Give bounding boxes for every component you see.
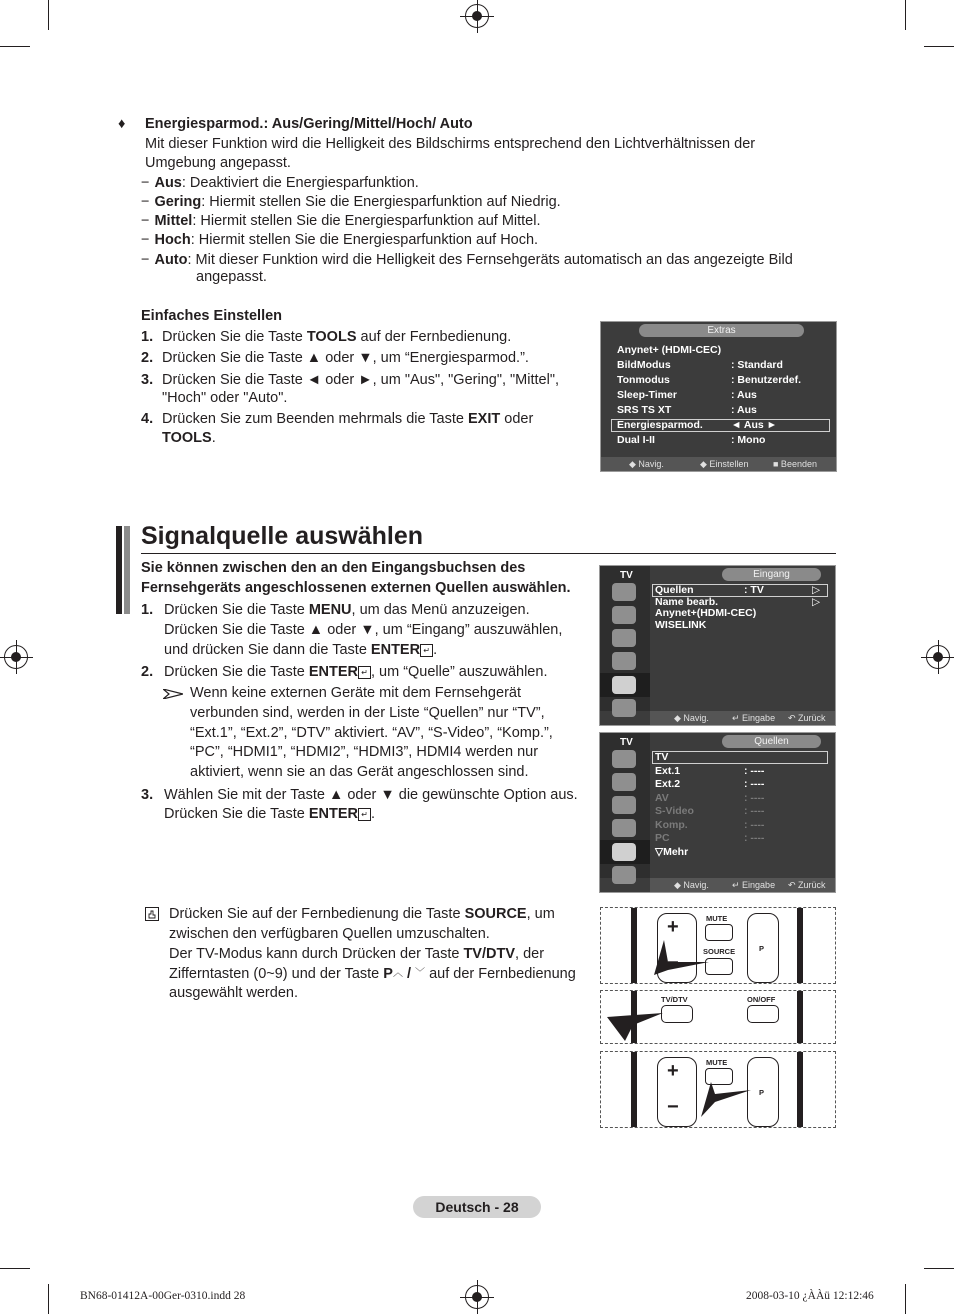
channel-icon (612, 629, 636, 647)
osd-row-value: : ---- (744, 778, 765, 790)
osd-sidebar (600, 566, 650, 711)
submenu-arrow-icon: ▷ (812, 595, 821, 608)
osd-row-value: : Mono (731, 434, 766, 446)
osd-title: Quellen (722, 735, 821, 748)
osd-row-value: : ---- (744, 818, 765, 831)
osd-row-label: AV (655, 791, 669, 804)
pointer-arrow-icon (654, 940, 709, 980)
tip-line: Drücken Sie auf der Fernbedienung die Taste SOURCE, um (169, 906, 555, 922)
crop-mark (0, 1268, 30, 1269)
onoff-button (747, 1005, 779, 1023)
signal-step-1: Drücken Sie die Taste MENU, um das Menü anzuzeigen. (164, 602, 530, 618)
section-intro: Sie können zwischen den an den Eingangsbuchsen des (141, 560, 526, 576)
section-bar (124, 526, 130, 614)
einfach-step-1: Drücken Sie die Taste TOOLS auf der Fernbedienung. (162, 329, 512, 345)
minus-icon: − (667, 1096, 679, 1118)
print-date: 2008-03-10 ¿ÀÀü 12:12:46 (746, 1290, 874, 1302)
osd-row-value: : Aus (731, 389, 757, 401)
osd-row-label: SRS TS XT (617, 404, 672, 416)
osd-row-label: S-Video (655, 805, 694, 817)
osd-row-label: Ext.1 (655, 764, 681, 777)
crop-mark (924, 46, 954, 47)
osd-row-value: : ---- (744, 764, 765, 777)
step-number: 2. (141, 664, 154, 680)
osd-footer-navig: ◆ Navig. (629, 459, 664, 469)
osd-tv-label: TV (620, 570, 633, 581)
support-icon (612, 699, 636, 717)
osd-row-label: Anynet+ (HDMI-CEC) (617, 344, 722, 356)
tip-line: Der TV-Modus kann durch Drücken der Taste TV/DTV, der (169, 946, 545, 962)
onoff-label: ON/OFF (747, 995, 776, 1004)
energie-heading: Energiesparmod.: Aus/Gering/Mittel/Hoch/ Auto (145, 116, 473, 132)
signal-step-1-cont: und drücken Sie dann die Taste ENTER ↵ . (164, 642, 438, 658)
plus-icon: + (667, 1060, 679, 1082)
osd-row-label: Name bearb. (655, 595, 719, 608)
osd-row-label: TV (655, 751, 669, 763)
source-button (705, 958, 733, 975)
enter-icon: ↵ (358, 666, 371, 679)
remote-figure-channel (600, 1051, 836, 1128)
osd-footer-zurueck: ↶ Zurück (788, 880, 826, 890)
osd-row-value: : ---- (744, 832, 765, 844)
tvdtv-label: TV/DTV (661, 995, 688, 1004)
page-number-badge: Deutsch - 28 (413, 1196, 541, 1218)
step-number: 3. (141, 372, 154, 388)
signal-step-3: Wählen Sie mit der Taste ▲ oder ▼ die gewünschte Option aus. (164, 787, 578, 803)
osd-row-label: Anynet+(HDMI-CEC) (655, 607, 757, 619)
osd-row-value: : Aus (731, 404, 757, 416)
step-number: 2. (141, 350, 154, 366)
p-label: P (759, 1088, 765, 1097)
section-rule (141, 553, 836, 554)
note-line: “PC”, “HDMI1”, “HDMI2”, “HDMI3”, HDMI4 werden nur (190, 744, 539, 760)
osd-footer-eingabe: ↵ Eingabe (732, 880, 776, 890)
note-icon (145, 907, 159, 921)
osd-row-label: Dual I-II (617, 434, 655, 446)
chevron-down-icon: ﹀ (415, 968, 426, 979)
step-number: 1. (141, 329, 154, 345)
osd-footer-navig: ◆ Navig. (674, 713, 709, 723)
einfach-heading: Einfaches Einstellen (141, 308, 283, 324)
channel-icon (612, 796, 636, 814)
mute-label: MUTE (706, 1058, 728, 1067)
tip-line: Zifferntasten (0~9) und der Taste P︿ / ﹀ auf der Fernbedienung (169, 966, 576, 982)
tvdtv-button (661, 1005, 693, 1023)
signal-step-2: Drücken Sie die Taste ENTER ↵ , um “Quelle” auszuwählen. (164, 664, 548, 680)
tip-line: zwischen den verfügbaren Quellen umzuschalten. (169, 926, 490, 942)
osd-row-label: Tonmodus (617, 374, 670, 386)
note-arrow-icon (163, 686, 183, 704)
step-number: 4. (141, 411, 154, 427)
step-number: 1. (141, 602, 154, 618)
energie-option: − Aus: Deaktiviert die Energiesparfunktion. (141, 175, 419, 191)
note-line: “Ext.1”, “Ext.2”, “DTV” aktiviert. “AV”, “S-Video”, “Komp.”, (190, 725, 553, 741)
osd-row-value: : TV (744, 584, 764, 596)
energie-option: − Mittel: Hiermit stellen Sie die Energiesparfunktion auf Mittel. (141, 213, 541, 229)
osd-footer (650, 711, 835, 725)
osd-title: Eingang (722, 568, 821, 581)
crop-mark (0, 46, 30, 47)
osd-row-value: : ---- (744, 805, 765, 817)
note-line: Wenn keine externen Geräte mit dem Fernsehgerät (190, 685, 521, 701)
energie-option: − Hoch: Hiermit stellen Sie die Energiesparfunktion auf Hoch. (141, 232, 539, 248)
osd-row-label: BildModus (617, 359, 671, 371)
osd-row-value: : ---- (744, 791, 765, 804)
setup-icon (612, 652, 636, 670)
crop-mark (924, 1268, 954, 1269)
osd-row-value: : Benutzerdef. (731, 374, 802, 386)
pointer-arrow-icon (607, 1011, 663, 1044)
crop-mark (48, 0, 49, 30)
setup-icon (612, 819, 636, 837)
input-icon (612, 676, 636, 694)
osd-row-label: Quellen (655, 584, 694, 596)
osd-footer-eingabe: ↵ Eingabe (732, 713, 776, 723)
mute-button (705, 924, 733, 941)
signal-step-3-cont: Drücken Sie die Taste ENTER ↵ . (164, 806, 375, 822)
registration-mark-icon (465, 4, 489, 28)
osd-footer (601, 457, 836, 471)
energie-intro-line: Mit dieser Funktion wird die Helligkeit des Bildschirms entsprechend den Lichtverhältnissen der (145, 136, 756, 152)
source-label: SOURCE (703, 947, 736, 956)
osd-tv-label: TV (620, 737, 633, 748)
energie-option: − Auto: Mit dieser Funktion wird die Helligkeit des Fernsehgeräts automatisch an das angezeigte Bild (141, 252, 793, 268)
picture-icon (612, 750, 636, 768)
section-bar (116, 526, 122, 614)
einfach-step-4: Drücken Sie zum Beenden mehrmals die Taste EXIT oder (162, 411, 534, 427)
quellen-osd-screen (599, 732, 836, 893)
sound-icon (612, 606, 636, 624)
energie-option: − Gering: Hiermit stellen Sie die Energiesparfunktion auf Niedrig. (141, 194, 561, 210)
note-line: aktiviert, wenn sie an das Gerät angeschlossen sind. (190, 764, 529, 780)
osd-title: Extras (639, 324, 804, 337)
osd-row-value: ◄ Aus ► (731, 419, 778, 431)
picture-icon (612, 583, 636, 601)
osd-selection-highlight (611, 419, 830, 432)
energie-intro-line: Umgebung angepasst. (145, 155, 291, 171)
submenu-arrow-icon: ▷ (812, 584, 821, 596)
input-icon (612, 843, 636, 861)
osd-row-label: PC (655, 832, 670, 844)
sound-icon (612, 773, 636, 791)
osd-row-label: WISELINK (655, 618, 707, 631)
note-line: verbunden sind, werden in der Liste “Quellen” nur “TV”, (190, 705, 545, 721)
pointer-arrow-icon (701, 1082, 756, 1122)
signal-step-1-cont: Drücken Sie die Taste ▲ oder ▼, um “Eingang” auszuwählen, (164, 622, 563, 638)
osd-row-label: Komp. (655, 818, 688, 831)
tip-line: ausgewählt werden. (169, 985, 298, 1001)
osd-footer-navig: ◆ Navig. (674, 880, 709, 890)
osd-footer (650, 878, 835, 892)
registration-mark-icon (465, 1285, 489, 1309)
crop-mark (48, 1284, 49, 1314)
extras-osd-screen (600, 321, 837, 472)
osd-row-label: ▽Mehr (655, 845, 689, 858)
support-icon (612, 866, 636, 884)
mute-label: MUTE (706, 914, 728, 923)
chevron-up-icon: ︿ (392, 968, 403, 979)
remote-figure-source (600, 907, 836, 984)
crop-mark (905, 0, 906, 30)
p-label: P (759, 944, 765, 953)
section-title: Signalquelle auswählen (141, 522, 424, 550)
eingang-osd-screen (599, 565, 836, 726)
einfach-step-4-cont: TOOLS. (162, 430, 216, 446)
enter-icon: ↵ (358, 808, 371, 821)
osd-row-value: : Standard (731, 359, 783, 371)
plus-icon: + (667, 916, 679, 938)
osd-footer-beenden: ■ Beenden (773, 459, 817, 469)
crop-mark (905, 1284, 906, 1314)
osd-footer-einstellen: ◆ Einstellen (700, 459, 749, 469)
enter-icon: ↵ (420, 644, 433, 657)
osd-row-label: Energiesparmod. (617, 419, 703, 431)
file-name: BN68-01412A-00Ger-0310.indd 28 (80, 1290, 246, 1302)
registration-mark-icon (926, 645, 950, 669)
einfach-step-3: Drücken Sie die Taste ◄ oder ►, um "Aus", "Gering", "Mittel", (162, 372, 559, 388)
section-intro: Fernsehgeräts angeschlossenen externen Quellen auswählen. (141, 580, 571, 596)
bullet-icon: ♦ (118, 116, 126, 132)
step-number: 3. (141, 787, 154, 803)
osd-row-label: Ext.2 (655, 778, 681, 790)
osd-footer-zurueck: ↶ Zurück (788, 713, 826, 723)
osd-sidebar (600, 733, 650, 878)
osd-row-label: Sleep-Timer (617, 389, 677, 401)
remote-figure-tvdtv (600, 990, 836, 1044)
einfach-step-3-cont: "Hoch" oder "Auto". (162, 390, 288, 406)
registration-mark-icon (4, 645, 28, 669)
energie-option-cont: angepasst. (196, 269, 267, 285)
einfach-step-2: Drücken Sie die Taste ▲ oder ▼, um “Energiesparmod.”. (162, 350, 529, 366)
osd-selection-highlight (652, 751, 828, 764)
